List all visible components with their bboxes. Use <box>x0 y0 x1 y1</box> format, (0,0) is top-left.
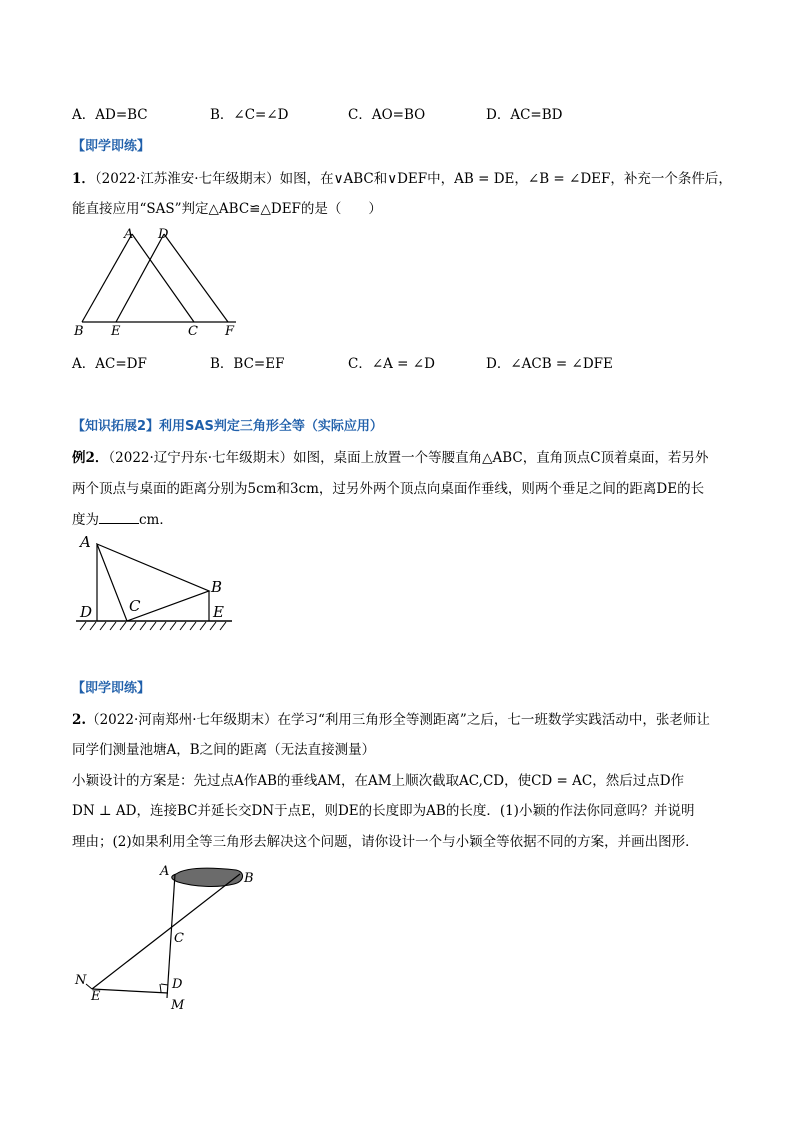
practice1-line2: 能直接应用“SAS”判定△ABC≌△DEF的是（ ） <box>72 201 382 217</box>
fig3-label-a: A <box>160 864 170 879</box>
fig1-label-b: B <box>74 324 84 339</box>
fig2-label-c: C <box>129 597 141 615</box>
practice1-option-a: A．AC=DF <box>72 356 147 372</box>
example2-number: 例2． <box>72 450 109 466</box>
practice2-number: 2. <box>72 712 87 728</box>
extension2-text3-pre: 度为 <box>72 512 99 528</box>
extension2-heading: 【知识拓展2】利用SAS判定三角形全等（实际应用） <box>72 419 383 434</box>
practice2-line3: 小颖设计的方案是：先过点A作AB的垂线AM，在AM上顺次截取AC,CD，使CD = AC，然后过点D作 <box>72 773 685 789</box>
fig3-label-n: N <box>75 973 87 988</box>
prev-option-c: C．AO=BO <box>348 107 426 123</box>
practice1-text1: （2022·江苏淮安·七年级期末）如图，在∨ABC和∨DEF中，AB = DE，∠B = ∠DEF，补充一个条件后， <box>94 171 732 187</box>
practice2-text1: （2022·河南郑州·七年级期末）在学习“利用三角形全等测距离”之后，七一班数学实践活动中，张老师让 <box>86 712 710 728</box>
fig2-label-a: A <box>80 533 91 551</box>
practice2-line1 <box>72 708 710 728</box>
fig1-label-a: A <box>124 227 134 242</box>
fig1-label-d: D <box>158 227 169 242</box>
practice1-option-b: B．BC=EF <box>210 356 285 372</box>
practice1-figure <box>70 222 250 340</box>
answer-blank[interactable] <box>99 510 139 524</box>
practice1-option-c: C．∠A = ∠D <box>348 356 435 372</box>
example2-figure <box>70 530 240 635</box>
fig1-label-e: E <box>111 324 121 339</box>
practice2-line4: DN ⊥ AD，连接BC并延长交DN于点E，则DE的长度即为AB的长度．(1)小颖的作法你同意吗？并说明 <box>72 803 695 819</box>
fig3-label-m: M <box>171 998 185 1013</box>
extension2-text1: （2022·辽宁丹东·七年级期末）如图，桌面上放置一个等腰直角△ABC，直角顶点C顶着桌面，若另外 <box>108 450 709 466</box>
practice2-line5: 理由；(2)如果利用全等三角形去解决这个问题，请你设计一个与小颖全等依据不同的方案，并画出图形． <box>72 834 699 850</box>
prev-option-b: B．∠C=∠D <box>210 107 289 123</box>
fig2-label-d: D <box>80 603 93 621</box>
practice2-figure <box>68 860 268 1015</box>
extension2-text3-post: cm． <box>139 512 173 528</box>
fig3-label-e: E <box>91 989 101 1004</box>
extension2-line3 <box>72 508 173 528</box>
fig3-label-b: B <box>244 871 254 886</box>
prev-option-a: A．AD=BC <box>72 107 148 123</box>
extension2-line1 <box>72 446 709 466</box>
extension2-line2: 两个顶点与桌面的距离分别为5cm和3cm，过另外两个顶点向桌面作垂线，则两个垂足之间的距离DE的长 <box>72 481 705 497</box>
practice2-line2: 同学们测量池塘A，B之间的距离（无法直接测量） <box>72 742 376 758</box>
fig1-label-f: F <box>225 324 235 339</box>
practice1-line1 <box>72 167 732 187</box>
practice1-option-d: D．∠ACB = ∠DFE <box>486 356 613 372</box>
fig2-label-e: E <box>213 603 224 621</box>
fig1-label-c: C <box>188 324 198 339</box>
fig3-label-c: C <box>174 931 184 946</box>
fig2-label-b: B <box>211 578 223 596</box>
practice1-number: 1． <box>72 171 95 187</box>
prev-option-d: D．AC=BD <box>486 107 563 123</box>
fig3-label-d: D <box>172 977 183 992</box>
pond-shape <box>172 868 243 886</box>
practice2-heading: 【即学即练】 <box>72 681 151 696</box>
practice1-heading: 【即学即练】 <box>72 139 151 154</box>
